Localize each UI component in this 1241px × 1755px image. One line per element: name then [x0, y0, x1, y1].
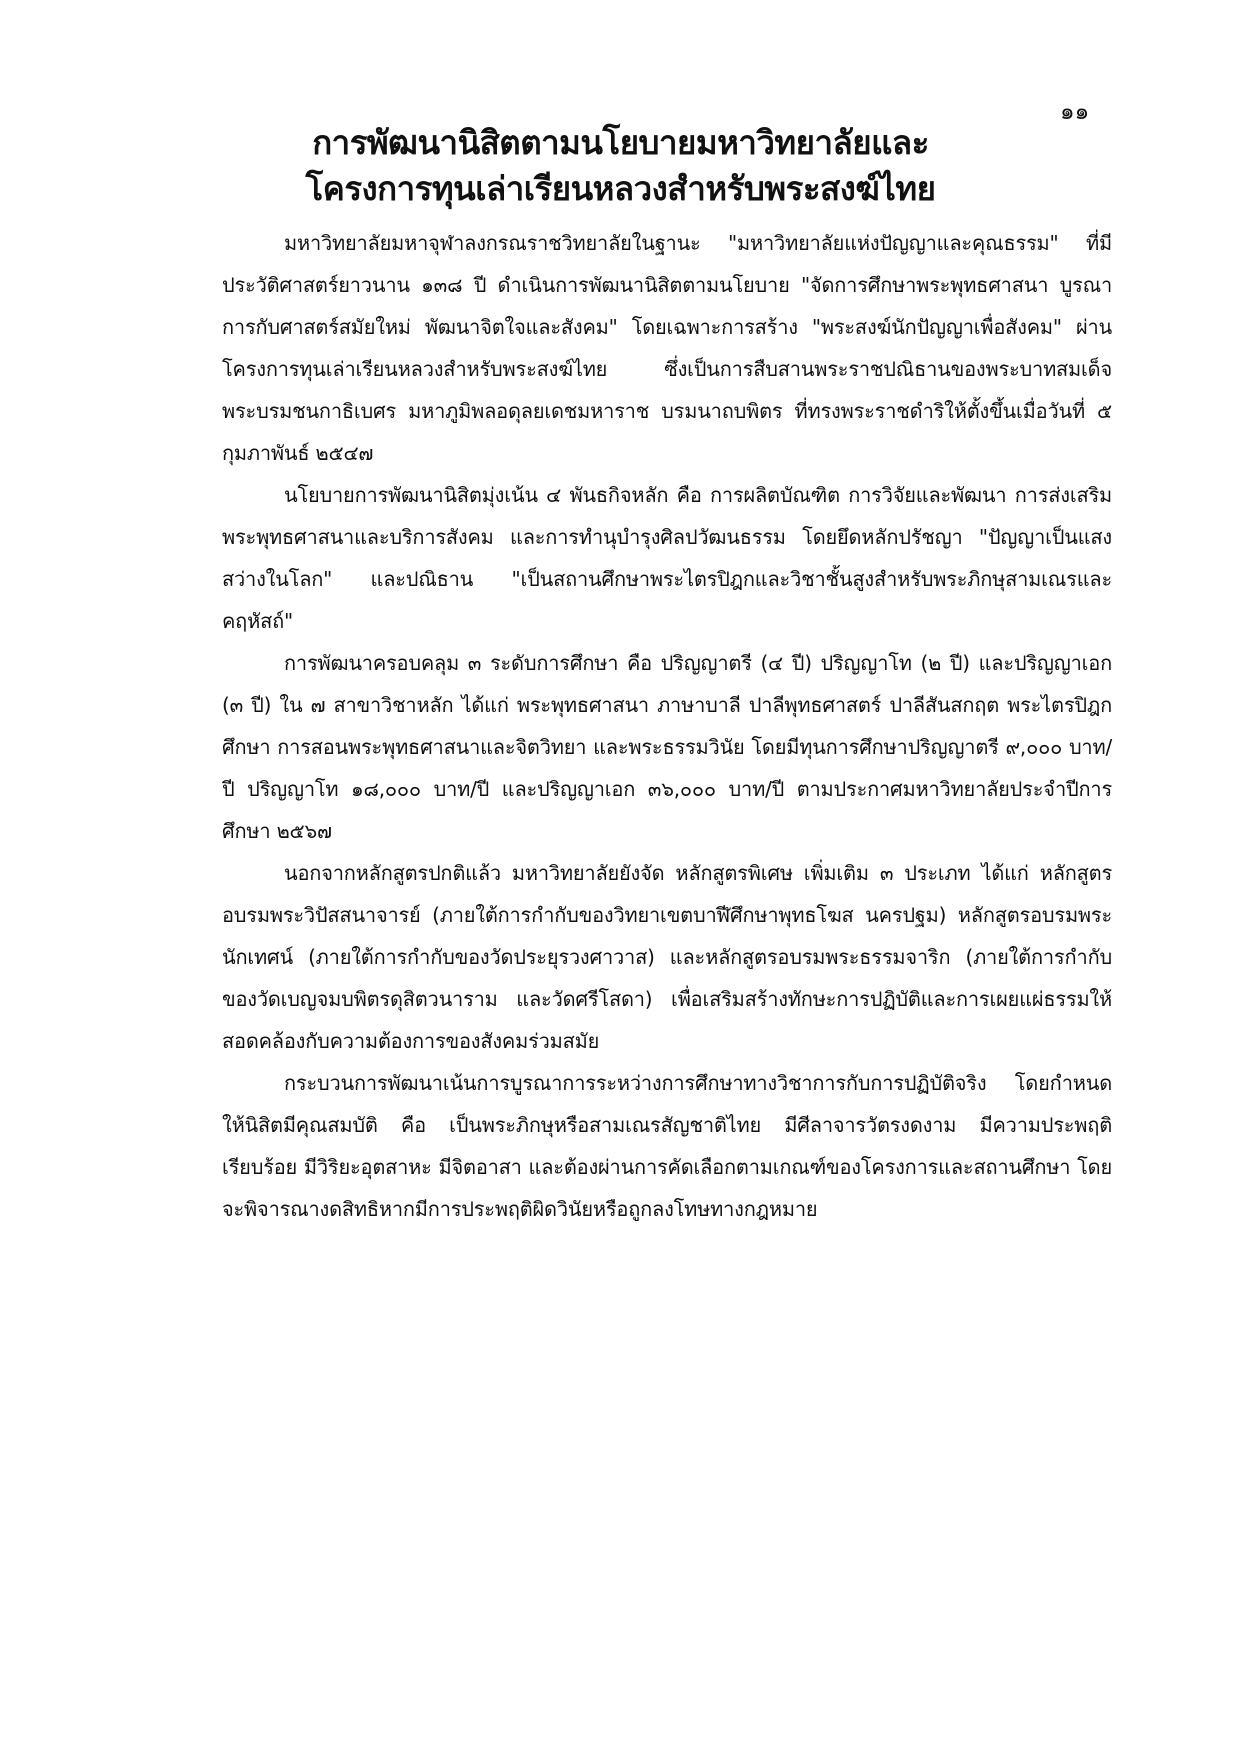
- document-body: [222, 222, 1112, 1230]
- paragraph-5: กระบวนการพัฒนาเน้นการบูรณาการระหว่างการศึกษาทางวิชาการกับการปฏิบัติจริง โดยกำหนดให้นิสิตมีคุณสมบัติ คือ เป็นพระภิกษุหรือสามเณรสัญชาติไทย มีศีลาจารวัตรงดงาม มีความประพฤติเรียบร้อย มีวิริยะอุตสาหะ มีจิตอาสา และต้องผ่านการคัดเลือกตามเกณฑ์ของโครงการและสถานศึกษา โดยจะพิจารณางดสิทธิหากมีการประพฤติผิดวินัยหรือถูกลงโทษทางกฎหมาย: [222, 1071, 1112, 1221]
- title-line-1: การพัฒนานิสิตตามนโยบายมหาวิทยาลัยและ: [312, 123, 929, 162]
- document-title: [0, 120, 1241, 212]
- paragraph-2: นโยบายการพัฒนานิสิตมุ่งเน้น ๔ พันธกิจหลัก คือ การผลิตบัณฑิต การวิจัยและพัฒนา การส่งเสริมพระพุทธศาสนาและบริการสังคม และการทำนุบำรุงศิลปวัฒนธรรม โดยยึดหลักปรัชญา "ปัญญาเป็นแสงสว่างในโลก" และปณิธาน "เป็นสถานศึกษาพระไตรปิฎกและวิชาชั้นสูงสำหรับพระภิกษุสามเณรและคฤหัสถ์": [222, 483, 1112, 633]
- paragraph-3: การพัฒนาครอบคลุม ๓ ระดับการศึกษา คือ ปริญญาตรี (๔ ปี) ปริญญาโท (๒ ปี) และปริญญาเอก (๓ ปี) ใน ๗ สาขาวิชาหลัก ได้แก่ พระพุทธศาสนา ภาษาบาลี ปาลีพุทธศาสตร์ ปาลีสันสกฤต พระไตรปิฎกศึกษา การสอนพระพุทธศาสนาและจิตวิทยา และพระธรรมวินัย โดยมีทุนการศึกษาปริญญาตรี ๙,๐๐๐ บาท/ปี ปริญญาโท ๑๘,๐๐๐ บาท/ปี และปริญญาเอก ๓๖,๐๐๐ บาท/ปี ตามประกาศมหาวิทยาลัยประจำปีการศึกษา ๒๕๖๗: [222, 651, 1112, 843]
- paragraph-1: มหาวิทยาลัยมหาจุฬาลงกรณราชวิทยาลัยในฐานะ "มหาวิทยาลัยแห่งปัญญาและคุณธรรม" ที่มีประวัติศาสตร์ยาวนาน ๑๓๘ ปี ดำเนินการพัฒนานิสิตตามนโยบาย "จัดการศึกษาพระพุทธศาสนา บูรณาการกับศาสตร์สมัยใหม่ พัฒนาจิตใจและสังคม" โดยเฉพาะการสร้าง "พระสงฆ์นักปัญญาเพื่อสังคม" ผ่านโครงการทุนเล่าเรียนหลวงสำหรับพระสงฆ์ไทย ซึ่งเป็นการสืบสานพระราชปณิธานของพระบาทสมเด็จพระบรมชนกาธิเบศร มหาภูมิพลอดุลยเดชมหาราช บรมนาถบพิตร ที่ทรงพระราชดำริให้ตั้งขึ้นเมื่อวันที่ ๕ กุมภาพันธ์ ๒๕๔๗: [222, 231, 1112, 465]
- page-number: ๑๑: [1060, 99, 1090, 125]
- title-line-2: โครงการทุนเล่าเรียนหลวงสำหรับพระสงฆ์ไทย: [305, 169, 936, 208]
- paragraph-4: นอกจากหลักสูตรปกติแล้ว มหาวิทยาลัยยังจัด หลักสูตรพิเศษ เพิ่มเติม ๓ ประเภท ได้แก่ หลักสูตรอบรมพระวิปัสสนาจารย์ (ภายใต้การกำกับของวิทยาเขตบาฬีศึกษาพุทธโฆส นครปฐม) หลักสูตรอบรมพระนักเทศน์ (ภายใต้การกำกับของวัดประยุรวงศาวาส) และหลักสูตรอบรมพระธรรมจาริก (ภายใต้การกำกับของวัดเบญจมบพิตรดุสิตวนาราม และวัดศรีโสดา) เพื่อเสริมสร้างทักษะการปฏิบัติและการเผยแผ่ธรรมให้สอดคล้องกับความต้องการของสังคมร่วมสมัย: [222, 861, 1112, 1053]
